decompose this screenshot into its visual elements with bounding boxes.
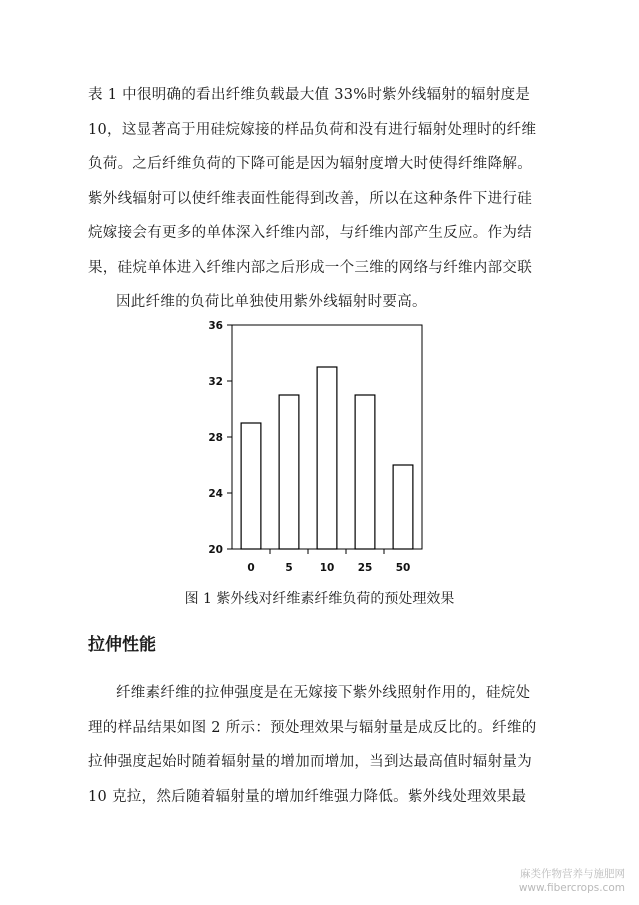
section-heading: 拉伸性能	[88, 635, 156, 655]
chart-bars	[241, 367, 413, 549]
watermark-title: 麻类作物营养与施肥网	[520, 868, 625, 880]
bar-chart	[190, 315, 450, 580]
y-tick-label: 32	[208, 376, 223, 388]
text-line: 烷嫁接会有更多的单体深入纤维内部，与纤维内部产生反应。作为结	[88, 225, 532, 241]
y-tick-label: 28	[208, 432, 223, 444]
text-line: 拉伸强度起始时随着辐射量的增加而增加，当到达最高值时辐射量为	[88, 754, 532, 770]
site-watermark	[519, 867, 625, 895]
text-line: 10 克拉，然后随着辐射量的增加纤维强力降低。紫外线处理效果最	[88, 788, 527, 805]
body-paragraph-1	[88, 78, 558, 320]
x-tick-label: 10	[319, 562, 335, 574]
text-line: 10，这显著高于用硅烷嫁接的样品负荷和没有进行辐射处理时的纤维	[88, 121, 537, 138]
y-tick-label: 36	[208, 320, 223, 332]
watermark-url: www.fibercrops.com	[518, 882, 625, 894]
x-tick-label: 50	[395, 562, 411, 574]
bar	[279, 395, 299, 549]
bar	[355, 395, 375, 549]
text-line: 果，硅烷单体进入纤维内部之后形成一个三维的网络与纤维内部交联	[88, 259, 532, 276]
x-tick-label: 25	[357, 562, 373, 574]
text-line: 紫外线辐射可以使纤维表面性能得到改善，所以在这种条件下进行硅	[88, 190, 532, 207]
body-paragraph-2	[88, 676, 558, 814]
text-line: 因此纤维的负荷比单独使用紫外线辐射时要高。	[116, 294, 427, 310]
text-line: 纤维素纤维的拉伸强度是在无嫁接下紫外线照射作用的，硅烷处	[116, 685, 531, 701]
text-line: 表 1 中很明确的看出纤维负载最大值 33%时紫外线辐射的辐射度是	[88, 87, 531, 103]
figure-caption: 图 1 紫外线对纤维素纤维负荷的预处理效果	[184, 591, 455, 607]
text-line: 负荷。之后纤维负荷的下降可能是因为辐射度增大时使得纤维降解。	[88, 156, 532, 172]
text-line: 理的样品结果如图 2 所示：预处理效果与辐射量是成反比的。纤维的	[88, 719, 537, 736]
y-tick-label: 24	[208, 488, 223, 500]
bar	[393, 465, 413, 549]
x-tick-label: 5	[285, 562, 293, 574]
y-tick-label: 20	[208, 544, 223, 556]
chart-labels	[208, 320, 410, 574]
bar	[241, 423, 261, 549]
x-tick-label: 0	[247, 562, 255, 574]
bar	[317, 367, 337, 549]
